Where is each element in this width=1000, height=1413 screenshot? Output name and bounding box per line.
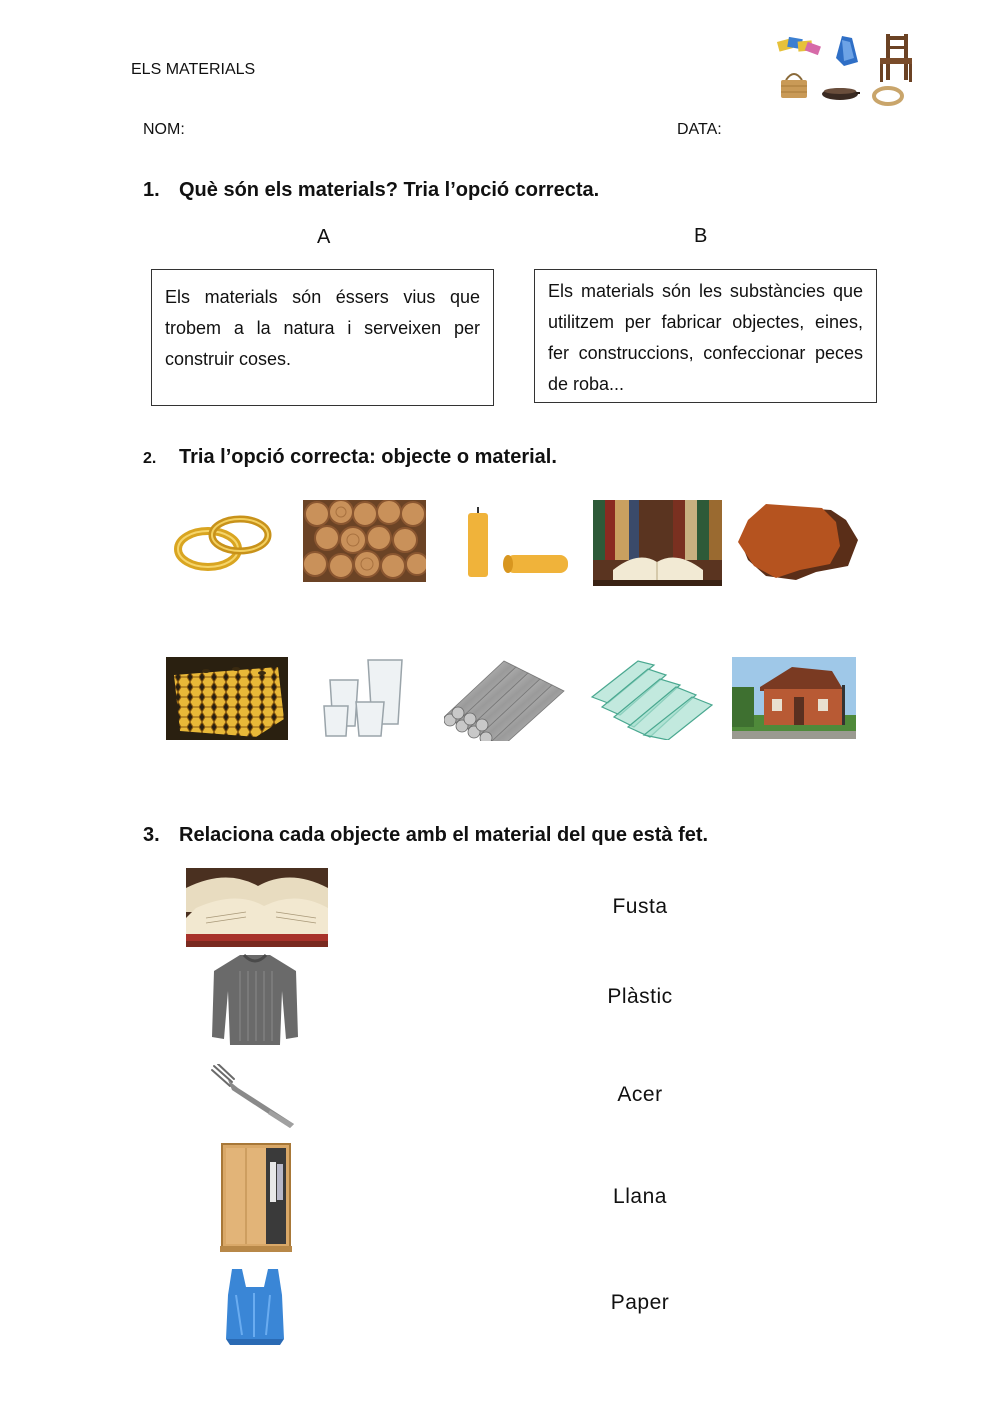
fork-icon[interactable] (210, 1064, 300, 1130)
steel-bars-icon[interactable] (444, 657, 566, 741)
question-3-heading (143, 824, 708, 847)
sweater-icon[interactable] (210, 951, 300, 1048)
wood-logs-icon[interactable] (303, 500, 426, 582)
question-3-number: 3. (143, 824, 160, 846)
books-icon[interactable] (593, 500, 722, 586)
candles-icon[interactable] (458, 505, 573, 581)
date-label: DATA: (677, 121, 722, 138)
question-1-number: 1. (143, 179, 160, 201)
rings-icon[interactable] (172, 505, 274, 577)
material-plastic[interactable]: Plàstic (607, 985, 673, 1008)
material-fusta[interactable]: Fusta (612, 895, 668, 918)
option-b-box[interactable] (534, 269, 877, 403)
question-2-heading (143, 446, 557, 469)
materials-collage-icon (772, 28, 918, 114)
brick-house-icon[interactable] (732, 657, 856, 739)
plastic-bag-icon[interactable] (224, 1265, 286, 1345)
option-b-text: Els materials són les substàncies que utilitzem per fabricar objectes, eines, fer construccions, confeccionar peces de roba... (548, 281, 863, 394)
question-1-heading (143, 179, 599, 202)
option-a-box[interactable] (151, 269, 494, 406)
question-2-text: Tria l’opció correcta: objecte o material. (179, 446, 557, 468)
glasses-icon[interactable] (318, 654, 410, 740)
material-paper[interactable]: Paper (610, 1291, 670, 1314)
leather-icon[interactable] (736, 500, 859, 582)
worksheet-title: ELS MATERIALS (131, 61, 256, 78)
wardrobe-icon[interactable] (220, 1142, 292, 1252)
material-acer[interactable]: Acer (617, 1083, 663, 1106)
option-a-text: Els materials són éssers vius que trobem a la natura i serveixen per construir coses. (165, 287, 480, 369)
glass-sheets-icon[interactable] (590, 657, 713, 740)
honeycomb-icon[interactable] (166, 657, 288, 740)
option-a-label: A (317, 226, 331, 248)
open-books-icon[interactable] (186, 868, 328, 947)
question-2-number: 2. (143, 450, 157, 467)
material-llana[interactable]: Llana (613, 1185, 667, 1208)
question-3-text: Relaciona cada objecte amb el material del que està fet. (179, 824, 709, 846)
question-1-text: Què són els materials? Tria l’opció correcta. (179, 179, 600, 201)
option-b-label: B (694, 225, 708, 247)
name-label: NOM: (143, 121, 185, 138)
